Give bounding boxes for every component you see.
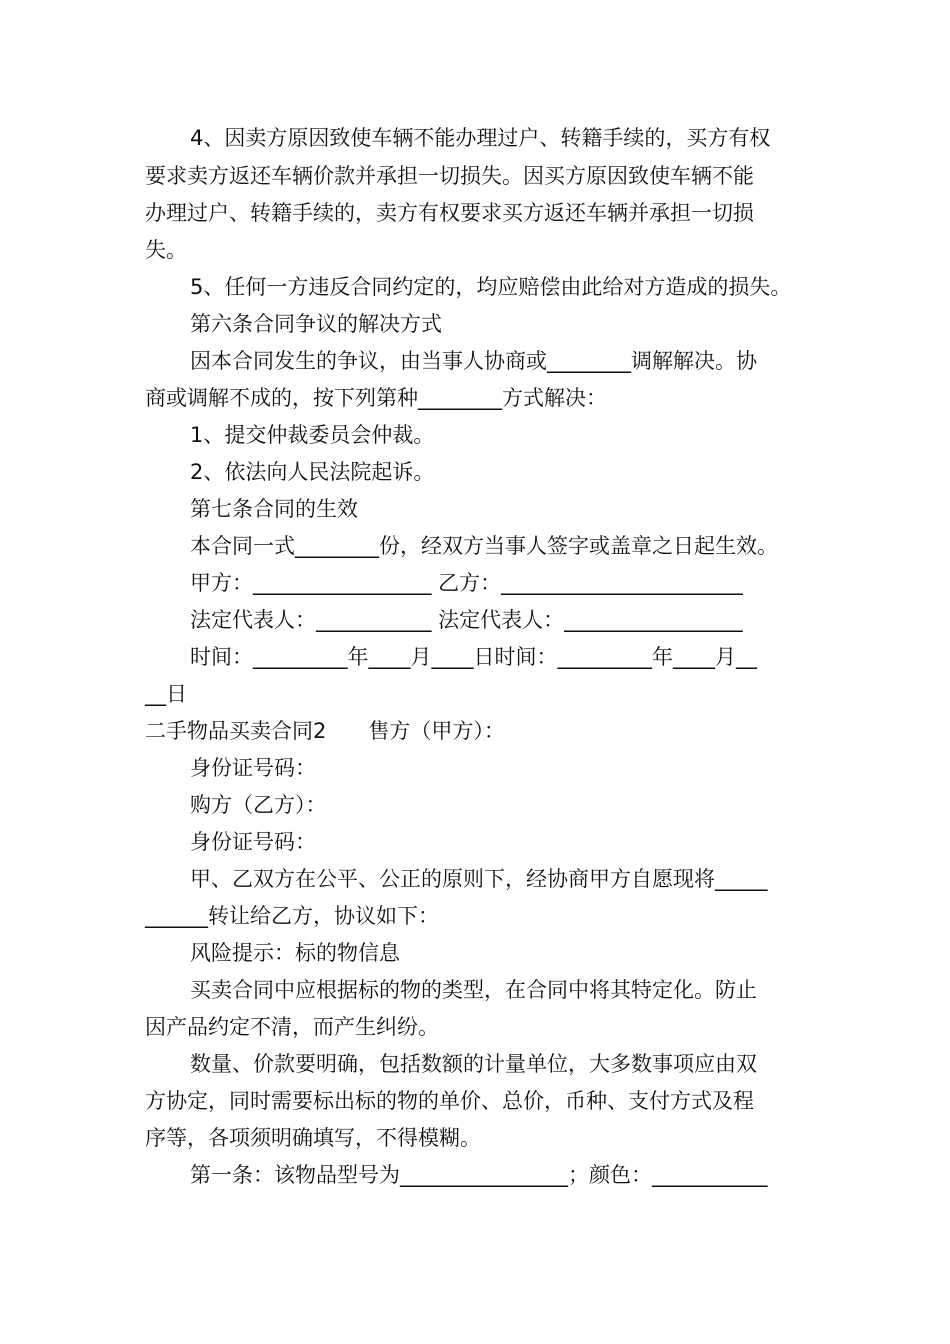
clause-5: 5、任何一方违反合同约定的，均应赔偿由此给对方造成的损失。 (190, 275, 792, 299)
article-1-model-color: 第一条：该物品型号为________________；颜色：___________ (190, 1163, 768, 1187)
date-line-1: 时间：_________年____月____日时间：_________年____月__ (190, 645, 757, 669)
article-6-heading: 第六条合同争议的解决方式 (190, 312, 442, 336)
clause-4-line-3: 办理过户、转籍手续的，卖方有权要求买方返还车辆并承担一切损 (145, 201, 754, 225)
clause-4-line-2: 要求卖方返还车辆价款并承担一切损失。因买方原因致使车辆不能 (145, 164, 754, 188)
article-6-text-line-2: 商或调解不成的，按下列第种________方式解决： (145, 386, 607, 410)
buyer-id-number: 身份证号码： (190, 830, 316, 854)
risk-tip-para-2-line-2: 方协定，同时需要标出标的物的单价、总价，币种、支付方式及程 (145, 1089, 754, 1113)
risk-tip-heading: 风险提示：标的物信息 (190, 941, 400, 965)
buyer-label: 购方（乙方）： (190, 793, 327, 817)
seller-id-number: 身份证号码： (190, 756, 316, 780)
preamble-line-1: 甲、乙双方在公平、公正的原则下，经协商甲方自愿现将_____ (190, 867, 768, 891)
option-2: 2、依法向人民法院起诉。 (190, 460, 435, 484)
option-1: 1、提交仲裁委员会仲裁。 (190, 423, 435, 447)
date-line-2: __日 (145, 682, 187, 706)
clause-4-line-1: 4、因卖方原因致使车辆不能办理过户、转籍手续的，买方有权 (190, 126, 771, 150)
article-6-text-line-1: 因本合同发生的争议，由当事人协商或________调解解决。协 (190, 349, 757, 373)
risk-tip-para-2-line-1: 数量、价款要明确，包括数额的计量单位，大多数事项应由双 (190, 1052, 757, 1076)
risk-tip-para-2-line-3: 序等，各项须明确填写，不得模糊。 (145, 1126, 481, 1150)
risk-tip-para-1-line-1: 买卖合同中应根据标的物的类型，在合同中将其特定化。防止 (190, 978, 757, 1002)
article-7-text: 本合同一式________份，经双方当事人签字或盖章之日起生效。 (190, 534, 778, 558)
risk-tip-para-1-line-2: 因产品约定不清，而产生纠纷。 (145, 1015, 439, 1039)
party-signature-line: 甲方：_________________ 乙方：_______________________ (190, 571, 743, 595)
legal-representative-line: 法定代表人：___________ 法定代表人：_________________ (190, 608, 743, 632)
clause-4-line-4: 失。 (145, 238, 187, 262)
article-7-heading: 第七条合同的生效 (190, 497, 358, 521)
preamble-line-2: ______转让给乙方，协议如下： (145, 904, 439, 928)
contract-2-title: 二手物品买卖合同2 售方（甲方）： (145, 719, 505, 743)
